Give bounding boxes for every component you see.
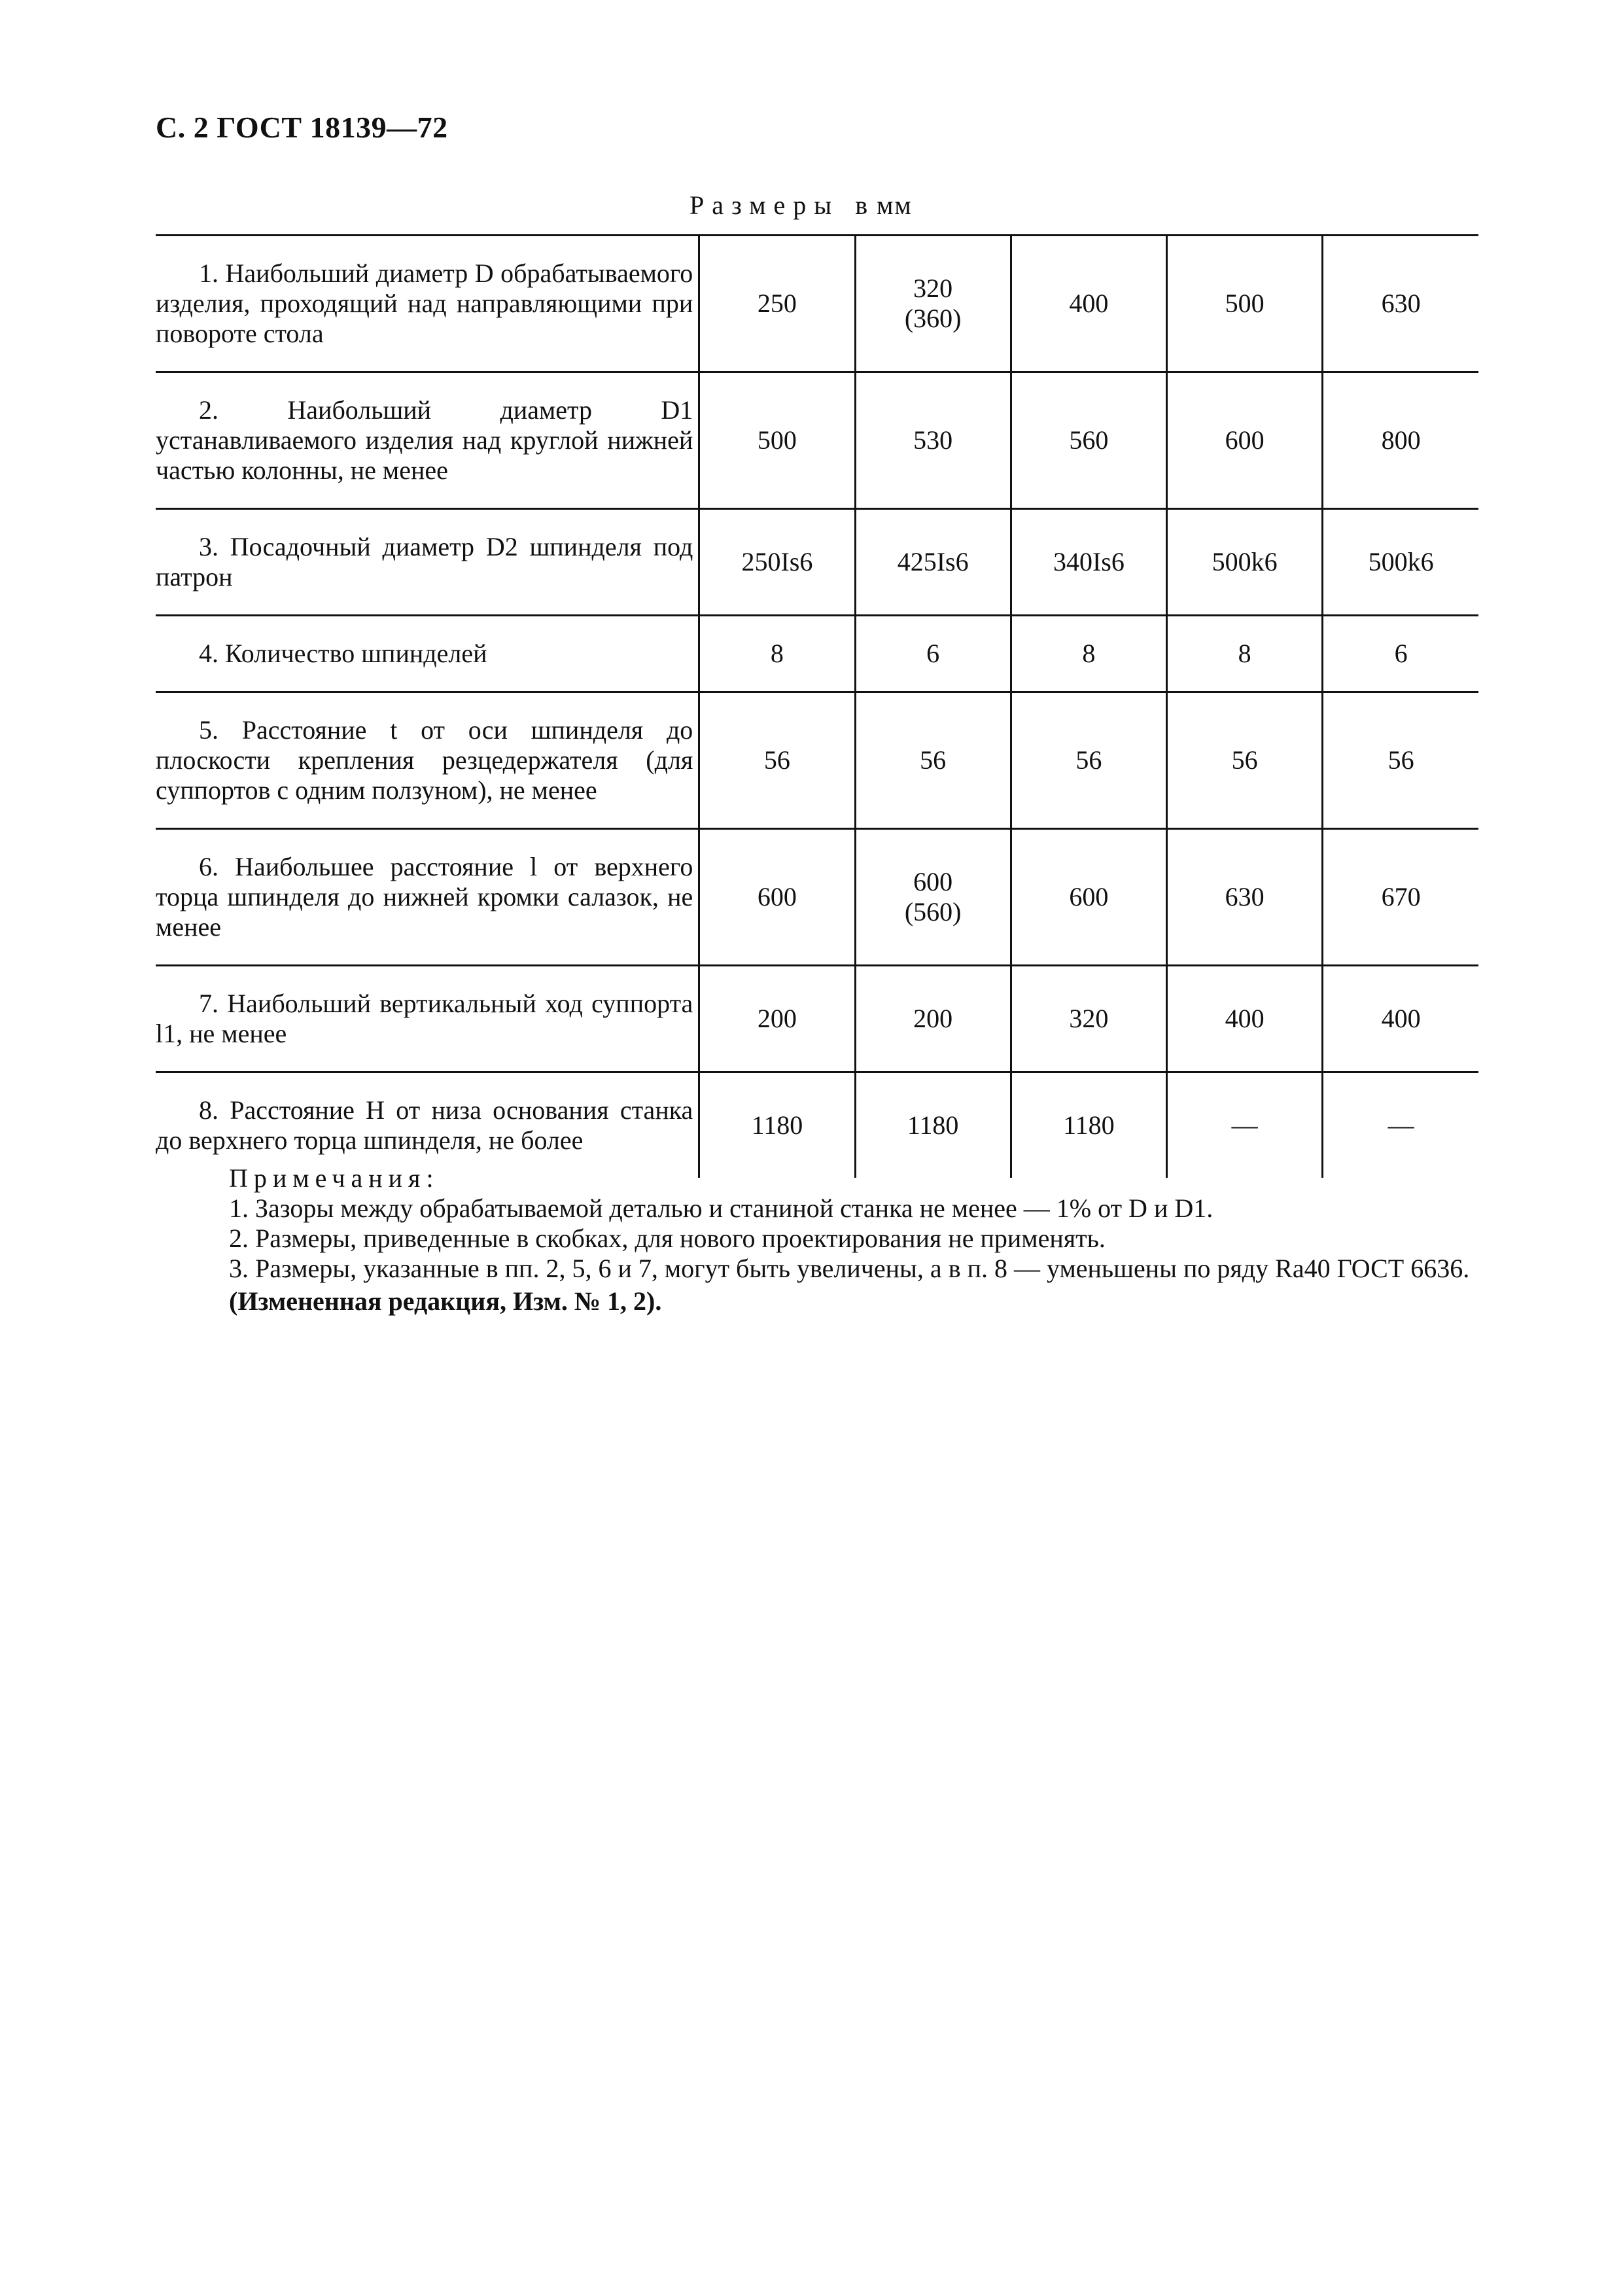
value-text: 600 <box>913 867 953 896</box>
value-cell <box>1011 966 1166 1072</box>
value-cell <box>1011 372 1166 509</box>
value-text: 8 <box>770 639 784 668</box>
value-text: 500k6 <box>1368 547 1434 576</box>
table-caption <box>689 190 913 221</box>
page-header: С. 2 ГОСТ 18139—72 <box>156 111 448 144</box>
value-cell <box>1011 829 1166 966</box>
value-cell <box>1167 372 1323 509</box>
value-cell <box>1167 236 1323 372</box>
value-cell <box>1323 829 1478 966</box>
value-cell <box>855 509 1011 616</box>
value-text: 56 <box>920 745 947 775</box>
note-item: 1. Зазоры между обрабатываемой деталью и станиной станка не менее — 1% от D и D1. <box>229 1193 1213 1223</box>
value-text: 600 <box>1225 425 1265 455</box>
value-cell <box>1323 236 1478 372</box>
value-cell <box>1011 1072 1166 1178</box>
value-text: 320 <box>1069 1004 1109 1033</box>
table-row <box>156 372 1478 509</box>
value-text: 200 <box>913 1004 953 1033</box>
value-cell <box>855 1072 1011 1178</box>
parameter-text: 1. Наибольший диаметр D обрабатываемого изделия, проходящий над направляющими при повороте стола <box>156 258 693 348</box>
value-cell <box>699 372 855 509</box>
table-row <box>156 692 1478 829</box>
value-cell <box>1011 692 1166 829</box>
table-row <box>156 236 1478 372</box>
note-item: 3. Размеры, указанные в пп. 2, 5, 6 и 7, могут быть увеличены, а в п. 8 — уменьшены по ряду Ra40 ГОСТ 6636. <box>229 1254 1470 1283</box>
parameter-cell <box>156 829 699 966</box>
value-cell <box>699 692 855 829</box>
value-text: 425Is6 <box>897 547 969 576</box>
value-cell <box>699 1072 855 1178</box>
value-text: 800 <box>1381 425 1421 455</box>
parameter-text: 2. Наибольший диаметр D1 устанавливаемого изделия над круглой нижней частью колонны, не менее <box>156 395 693 485</box>
value-text: 560 <box>1069 425 1109 455</box>
parameter-cell <box>156 1072 699 1178</box>
table-row <box>156 1072 1478 1178</box>
value-text: 1180 <box>1063 1110 1115 1140</box>
parameter-text: 3. Посадочный диаметр D2 шпинделя под патрон <box>156 532 693 592</box>
value-text: 400 <box>1069 289 1109 318</box>
parameter-text: 5. Расстояние t от оси шпинделя до плоскости крепления резцедержателя (для суппортов с одним ползуном), не менее <box>156 715 693 805</box>
value-text: 56 <box>1075 745 1102 775</box>
value-cell <box>699 509 855 616</box>
value-text: 500 <box>1225 289 1265 318</box>
value-cell <box>855 616 1011 692</box>
caption-label: Размеры <box>689 190 840 220</box>
value-cell <box>1167 692 1323 829</box>
value-text: 400 <box>1225 1004 1265 1033</box>
table-row <box>156 616 1478 692</box>
value-text: 56 <box>1231 745 1258 775</box>
value-cell <box>1011 616 1166 692</box>
value-cell <box>699 236 855 372</box>
value-text: 6 <box>926 639 940 668</box>
value-text: 500 <box>757 425 797 455</box>
value-cell <box>1323 966 1478 1072</box>
value-cell <box>855 692 1011 829</box>
note-item: 2. Размеры, приведенные в скобках, для нового проектирования не применять. <box>229 1224 1106 1253</box>
parameter-text: 6. Наибольшее расстояние l от верхнего торца шпинделя до нижней кромки салазок, не менее <box>156 852 693 942</box>
value-text: 630 <box>1225 882 1265 911</box>
value-cell <box>855 372 1011 509</box>
parameter-text: 8. Расстояние H от низа основания станка до верхнего торца шпинделя, не более <box>156 1095 693 1155</box>
value-text: 6 <box>1394 639 1408 668</box>
table-row <box>156 509 1478 616</box>
value-cell <box>1167 509 1323 616</box>
value-cell <box>1323 616 1478 692</box>
parameter-text: 7. Наибольший вертикальный ход суппорта l1, не менее <box>156 989 693 1048</box>
value-cell <box>1323 692 1478 829</box>
value-text: 600 <box>1069 882 1109 911</box>
parameter-cell <box>156 372 699 509</box>
value-cell <box>1323 509 1478 616</box>
table-row <box>156 829 1478 966</box>
value-text: 400 <box>1381 1004 1421 1033</box>
value-cell <box>1011 509 1166 616</box>
parameter-cell <box>156 692 699 829</box>
value-text: 670 <box>1381 882 1421 911</box>
value-text: — <box>1387 1110 1414 1140</box>
amendment-note: (Измененная редакция, Изм. № 1, 2). <box>229 1286 662 1316</box>
value-text: 1180 <box>751 1110 803 1140</box>
value-cell <box>1011 236 1166 372</box>
spec-table <box>156 234 1478 1178</box>
value-text: 600 <box>757 882 797 911</box>
notes-section <box>156 1163 1478 1316</box>
value-text: 340Is6 <box>1053 547 1125 576</box>
value-text: 56 <box>1387 745 1414 775</box>
value-cell <box>699 616 855 692</box>
value-text: 8 <box>1238 639 1251 668</box>
parameter-cell <box>156 616 699 692</box>
value-cell <box>699 966 855 1072</box>
value-cell <box>855 829 1011 966</box>
parameter-cell <box>156 966 699 1072</box>
value-text: 630 <box>1381 289 1421 318</box>
parameter-cell <box>156 236 699 372</box>
value-text: — <box>1231 1110 1258 1140</box>
value-cell <box>855 966 1011 1072</box>
value-cell <box>1323 372 1478 509</box>
value-text: 8 <box>1082 639 1096 668</box>
value-text: 1180 <box>907 1110 959 1140</box>
value-text: 250 <box>757 289 797 318</box>
value-cell <box>1167 829 1323 966</box>
value-cell <box>699 829 855 966</box>
value-cell <box>1323 1072 1478 1178</box>
parameter-cell <box>156 509 699 616</box>
value-cell <box>1167 1072 1323 1178</box>
value-cell <box>1167 966 1323 1072</box>
table-row <box>156 966 1478 1072</box>
value-text: 56 <box>763 745 790 775</box>
value-text: (560) <box>904 897 962 927</box>
value-cell <box>1167 616 1323 692</box>
value-text: 320 <box>913 274 953 303</box>
value-text: 530 <box>913 425 953 455</box>
value-text: 500k6 <box>1212 547 1278 576</box>
parameter-text: 4. Количество шпинделей <box>199 639 487 668</box>
value-text: (360) <box>904 304 962 333</box>
value-text: 200 <box>757 1004 797 1033</box>
value-text: 250Is6 <box>741 547 813 576</box>
caption-unit: в мм <box>855 190 913 220</box>
notes-title: Примечания: <box>229 1163 440 1193</box>
value-cell <box>855 236 1011 372</box>
